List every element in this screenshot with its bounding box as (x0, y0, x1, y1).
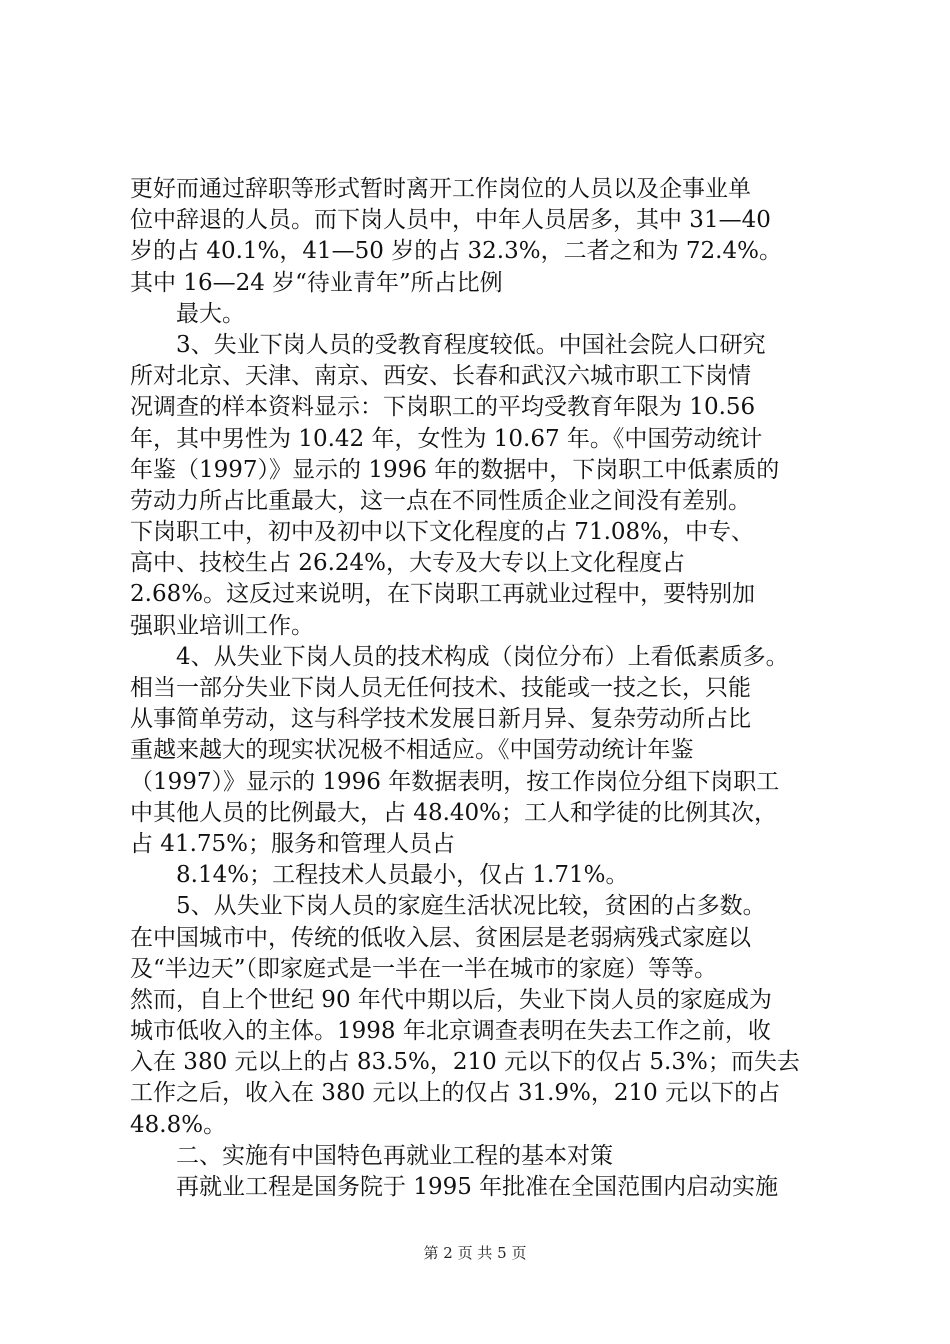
text-line: 最大。 (176, 300, 245, 327)
text-line: 48.8%。 (130, 1111, 227, 1138)
text-line: 再就业工程是国务院于 1995 年批准在全国范围内启动实施 (176, 1174, 779, 1200)
text-line: 位中辞退的人员。而下岗人员中，中年人员居多，其中 31—40 (130, 207, 771, 234)
text-line: 从事简单劳动，这与科学技术发展日新月异、复杂劳动所占比 (130, 706, 751, 733)
text-line: 2.68%。这反过来说明，在下岗职工再就业过程中，要特别加 (130, 581, 756, 608)
text-line: 入在 380 元以上的占 83.5%，210 元以下的仅占 5.3%；而失去 (130, 1049, 800, 1076)
text-line: 所对北京、天津、南京、西安、长春和武汉六城市职工下岗情 (130, 363, 751, 390)
text-line: 重越来越大的现实状况极不相适应。《中国劳动统计年鉴 (130, 737, 694, 764)
text-line: 在中国城市中，传统的低收入层、贫困层是老弱病残式家庭以 (130, 924, 751, 951)
text-line: 8.14%；工程技术人员最小，仅占 1.71%。 (176, 862, 629, 889)
text-line: 5、从失业下岗人员的家庭生活状况比较，贫困的占多数。 (176, 893, 766, 920)
text-line: 强职业培训工作。 (130, 612, 314, 639)
text-line: 其中 16—24 岁“待业青年”所占比例 (130, 269, 503, 296)
body-text (130, 174, 830, 1203)
text-line: 相当一部分失业下岗人员无任何技术、技能或一技之长，只能 (130, 675, 751, 701)
text-line: 中其他人员的比例最大，占 48.40%；工人和学徒的比例其次， (130, 799, 778, 826)
text-line: 工作之后，收入在 380 元以上的仅占 31.9%，210 元以下的占 (130, 1080, 781, 1107)
text-line: 年鉴（1997）》显示的 1996 年的数据中，下岗职工中低素质的 (130, 456, 780, 483)
text-line: （1997）》显示的 1996 年数据表明，按工作岗位分组下岗职工 (130, 768, 780, 795)
text-line: 年，其中男性为 10.42 年，女性为 10.67 年。《中国劳动统计 (130, 425, 763, 452)
text-line: 高中、技校生占 26.24%，大专及大专以上文化程度占 (130, 550, 686, 577)
text-line: 3、失业下岗人员的受教育程度较低。中国社会院人口研究 (176, 331, 766, 358)
text-line: 城市低收入的主体。1998 年北京调查表明在失去工作之前，收 (130, 1018, 771, 1045)
text-line: 况调查的样本资料显示：下岗职工的平均受教育年限为 10.56 (130, 394, 756, 421)
text-line: 更好而通过辞职等形式暂时离开工作岗位的人员以及企事业单 (130, 176, 751, 202)
text-line: 下岗职工中，初中及初中以下文化程度的占 71.08%，中专、 (130, 519, 755, 546)
text-line: 占 41.75%；服务和管理人员占 (130, 830, 456, 857)
text-line: 二、实施有中国特色再就业工程的基本对策 (176, 1142, 613, 1169)
text-line: 然而，自上个世纪 90 年代中期以后，失业下岗人员的家庭成为 (130, 986, 772, 1013)
page-footer: 第 2 页 共 5 页 (423, 1244, 527, 1262)
text-line: 岁的占 40.1%，41—50 岁的占 32.3%，二者之和为 72.4%。 (130, 238, 782, 265)
text-line: 劳动力所占比重最大，这一点在不同性质企业之间没有差别。 (130, 487, 751, 514)
text-line: 及“半边天”（即家庭式是一半在一半在城市的家庭）等等。 (130, 955, 718, 982)
text-line: 4、从失业下岗人员的技术构成（岗位分布）上看低素质多。 (176, 643, 789, 670)
